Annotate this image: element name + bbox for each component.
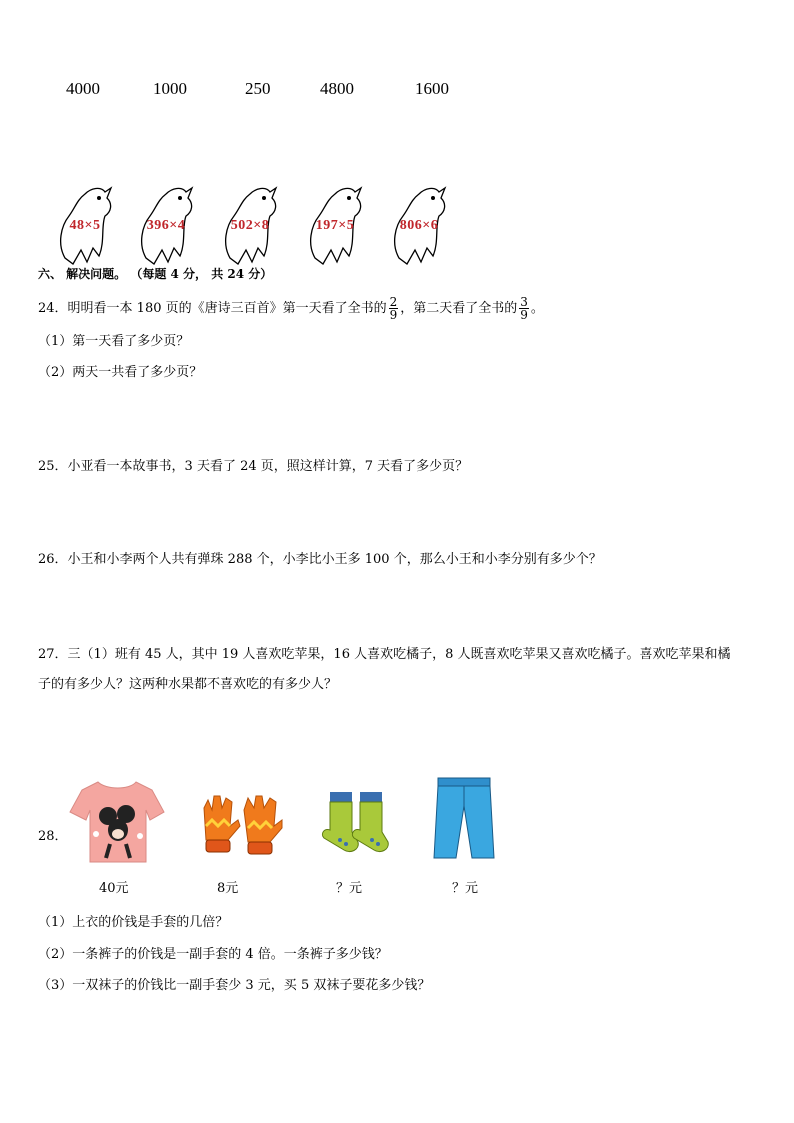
ghost-card — [136, 186, 194, 268]
q24-text-c: 。 — [530, 301, 544, 316]
fraction-numerator: 2 — [389, 295, 398, 309]
answer-value: 1000 — [153, 79, 187, 98]
q24-sub-question-2: （2）两天一共看了多少页？ — [38, 365, 203, 380]
multiplication-expression: 396×4 — [146, 218, 186, 233]
answer-value: 250 — [245, 79, 271, 98]
pants-price: ？元 — [452, 881, 479, 896]
ghost-card — [389, 186, 447, 268]
q28-sub-question-2: （2）一条裤子的价钱是一副手套的 4 倍。一条裤子多少钱？ — [38, 947, 388, 962]
fraction — [519, 296, 529, 321]
fraction-denominator: 9 — [389, 308, 398, 322]
pants-icon — [432, 776, 496, 862]
gloves-price: 8元 — [217, 881, 239, 896]
q24-sub-question-1: （1）第一天看了多少页？ — [38, 334, 190, 349]
multiplication-expression: 197×5 — [315, 218, 355, 233]
q28-sub-question-3: （3）一双袜子的价钱比一副手套少 3 元，买 5 双袜子要花多少钱？ — [38, 978, 431, 993]
multiplication-expression: 48×5 — [69, 218, 101, 233]
ghost-card — [220, 186, 278, 268]
question-26: 26．小王和小李两个人共有弹珠 288 个，小李比小王多 100 个，那么小王和小李分别有多少个？ — [38, 552, 602, 567]
shirt-price: 40元 — [99, 881, 129, 896]
t-shirt-icon — [68, 778, 166, 866]
answer-value: 4000 — [66, 79, 100, 98]
question-25: 25．小亚看一本故事书，3 天看了 24 页，照这样计算，7 天看了多少页？ — [38, 459, 469, 474]
question-28-label: 28． — [38, 829, 68, 844]
socks-icon — [320, 790, 396, 860]
socks-price: ？元 — [336, 881, 363, 896]
q28-sub-question-1: （1）上衣的价钱是手套的几倍？ — [38, 915, 229, 930]
section-title: 六、 解决问题。 （每题 4 分， 共 24 分） — [38, 267, 273, 281]
ghost-card — [305, 186, 363, 268]
answer-value: 1600 — [415, 79, 449, 98]
answer-value: 4800 — [320, 79, 354, 98]
multiplication-expression: 806×6 — [399, 218, 439, 233]
ghost-card — [55, 186, 113, 268]
question-24 — [38, 294, 544, 324]
q24-text-b: ，第二天看了全书的 — [400, 301, 518, 316]
question-27-line-1: 27．三（1）班有 45 人，其中 19 人喜欢吃苹果，16 人喜欢吃橘子，8 人既喜欢吃苹果又喜欢吃橘子。喜欢吃苹果和橘 — [38, 647, 731, 662]
gloves-icon — [198, 792, 284, 860]
q24-text-a: 24．明明看一本 180 页的《唐诗三百首》第一天看了全书的 — [38, 301, 387, 316]
question-27-line-2: 子的有多少人？这两种水果都不喜欢吃的有多少人？ — [38, 677, 338, 692]
fraction-denominator: 9 — [520, 308, 528, 322]
multiplication-expression: 502×8 — [230, 218, 270, 233]
fraction — [389, 296, 399, 321]
fraction-numerator: 3 — [520, 295, 528, 309]
